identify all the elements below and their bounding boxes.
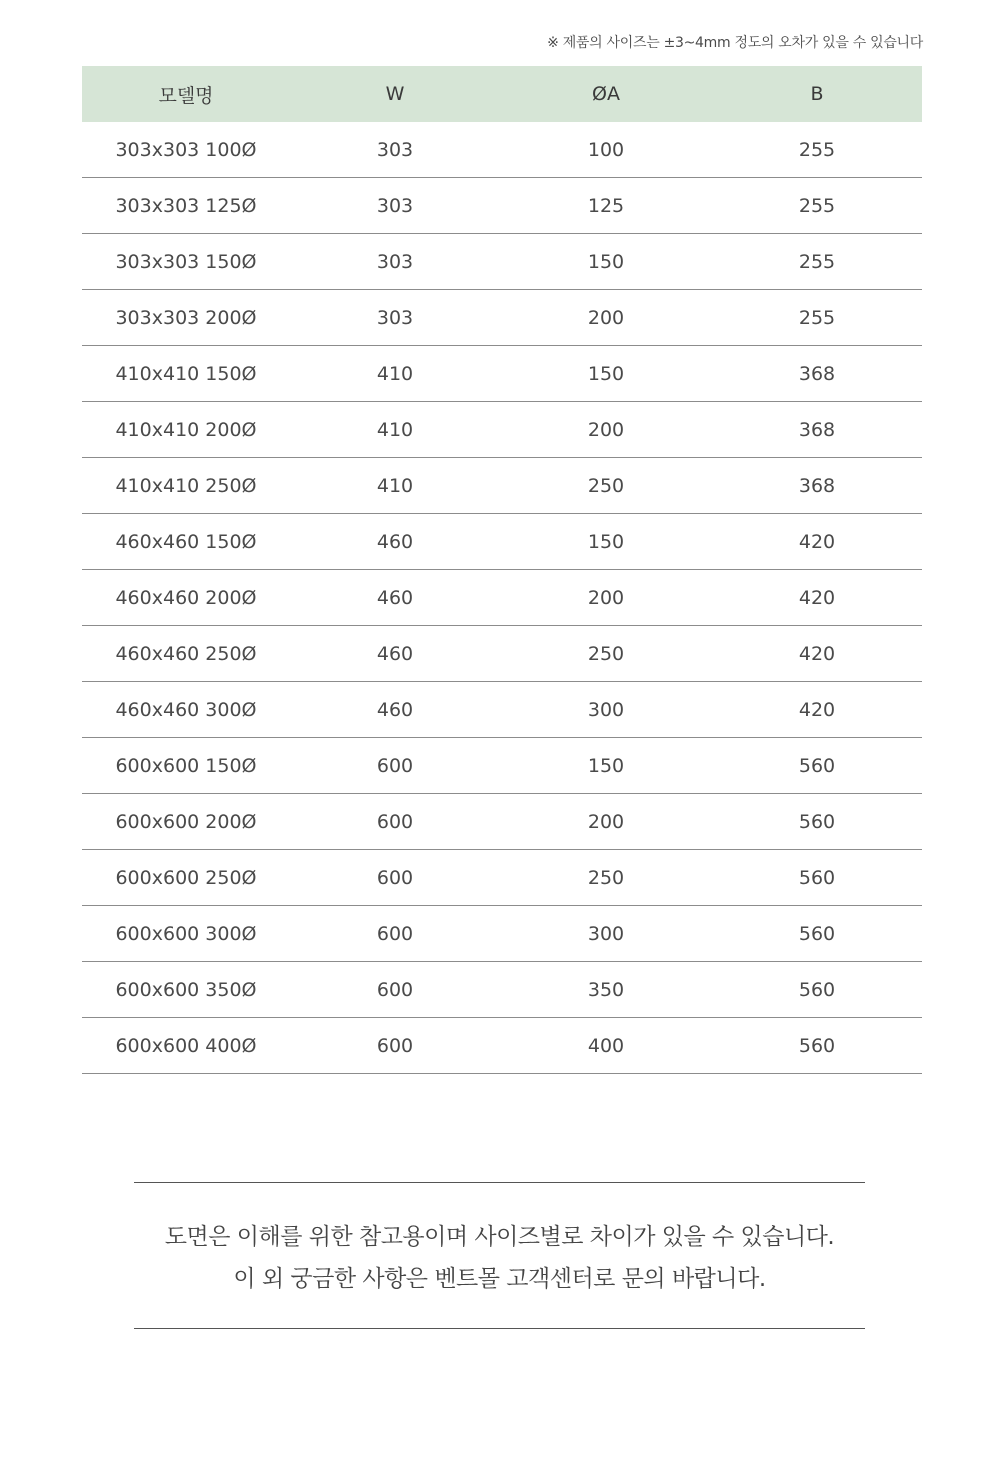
table-row	[82, 738, 922, 794]
table-row	[82, 794, 922, 850]
cell-w: 600	[290, 906, 500, 962]
spec-table-header	[82, 66, 922, 122]
cell-diameter-a: 200	[500, 570, 712, 626]
cell-diameter-a: 150	[500, 346, 712, 402]
cell-b: 420	[712, 682, 922, 738]
table-row	[82, 402, 922, 458]
cell-diameter-a: 150	[500, 738, 712, 794]
cell-diameter-a: 300	[500, 682, 712, 738]
cell-model: 460x460 250Ø	[82, 626, 290, 682]
table-row	[82, 962, 922, 1018]
cell-model: 600x600 350Ø	[82, 962, 290, 1018]
footer-note-line-1: 도면은 이해를 위한 참고용이며 사이즈별로 차이가 있을 수 있습니다.	[164, 1224, 835, 1250]
cell-model: 460x460 300Ø	[82, 682, 290, 738]
cell-model: 600x600 400Ø	[82, 1018, 290, 1074]
cell-w: 600	[290, 962, 500, 1018]
cell-b: 368	[712, 458, 922, 514]
cell-w: 410	[290, 346, 500, 402]
cell-model: 460x460 200Ø	[82, 570, 290, 626]
header-row	[82, 66, 922, 122]
table-row	[82, 570, 922, 626]
footer-note	[134, 1182, 865, 1329]
cell-w: 303	[290, 234, 500, 290]
cell-w: 600	[290, 738, 500, 794]
table-row	[82, 626, 922, 682]
cell-b: 420	[712, 514, 922, 570]
cell-model: 460x460 150Ø	[82, 514, 290, 570]
cell-model: 600x600 150Ø	[82, 738, 290, 794]
table-row	[82, 458, 922, 514]
cell-model: 410x410 200Ø	[82, 402, 290, 458]
cell-diameter-a: 150	[500, 234, 712, 290]
cell-diameter-a: 200	[500, 290, 712, 346]
cell-b: 255	[712, 234, 922, 290]
cell-b: 560	[712, 962, 922, 1018]
cell-w: 460	[290, 514, 500, 570]
cell-model: 600x600 250Ø	[82, 850, 290, 906]
cell-w: 410	[290, 402, 500, 458]
cell-model: 600x600 300Ø	[82, 906, 290, 962]
cell-model: 600x600 200Ø	[82, 794, 290, 850]
cell-diameter-a: 250	[500, 626, 712, 682]
cell-b: 420	[712, 570, 922, 626]
cell-diameter-a: 125	[500, 178, 712, 234]
table-row	[82, 234, 922, 290]
cell-model: 303x303 125Ø	[82, 178, 290, 234]
table-row	[82, 1018, 922, 1074]
cell-b: 560	[712, 1018, 922, 1074]
cell-w: 460	[290, 570, 500, 626]
cell-b: 560	[712, 906, 922, 962]
cell-diameter-a: 250	[500, 458, 712, 514]
cell-b: 560	[712, 738, 922, 794]
cell-diameter-a: 200	[500, 794, 712, 850]
cell-diameter-a: 400	[500, 1018, 712, 1074]
cell-model: 303x303 100Ø	[82, 122, 290, 178]
table-row	[82, 850, 922, 906]
cell-model: 303x303 200Ø	[82, 290, 290, 346]
spec-table-body	[82, 122, 922, 1074]
table-row	[82, 290, 922, 346]
cell-w: 600	[290, 794, 500, 850]
cell-diameter-a: 150	[500, 514, 712, 570]
cell-diameter-a: 100	[500, 122, 712, 178]
cell-w: 303	[290, 290, 500, 346]
cell-model: 410x410 150Ø	[82, 346, 290, 402]
table-row	[82, 122, 922, 178]
cell-b: 560	[712, 794, 922, 850]
cell-diameter-a: 250	[500, 850, 712, 906]
cell-diameter-a: 200	[500, 402, 712, 458]
table-row	[82, 906, 922, 962]
cell-w: 410	[290, 458, 500, 514]
cell-w: 303	[290, 178, 500, 234]
column-header-model: 모델명	[82, 66, 290, 122]
cell-w: 600	[290, 1018, 500, 1074]
cell-b: 255	[712, 178, 922, 234]
cell-model: 410x410 250Ø	[82, 458, 290, 514]
column-header-b: B	[712, 66, 922, 122]
cell-b: 420	[712, 626, 922, 682]
cell-w: 460	[290, 626, 500, 682]
cell-w: 600	[290, 850, 500, 906]
table-row	[82, 346, 922, 402]
cell-b: 255	[712, 290, 922, 346]
cell-b: 368	[712, 346, 922, 402]
cell-b: 560	[712, 850, 922, 906]
cell-diameter-a: 300	[500, 906, 712, 962]
spec-table	[82, 66, 922, 1074]
table-row	[82, 178, 922, 234]
column-header-w: W	[290, 66, 500, 122]
cell-w: 460	[290, 682, 500, 738]
cell-diameter-a: 350	[500, 962, 712, 1018]
cell-b: 255	[712, 122, 922, 178]
footer-note-line-2: 이 외 궁금한 사항은 벤트몰 고객센터로 문의 바랍니다.	[233, 1266, 766, 1292]
cell-model: 303x303 150Ø	[82, 234, 290, 290]
column-header-diameter-a: ØA	[500, 66, 712, 122]
table-row	[82, 682, 922, 738]
cell-b: 368	[712, 402, 922, 458]
cell-w: 303	[290, 122, 500, 178]
table-row	[82, 514, 922, 570]
size-tolerance-notice: ※ 제품의 사이즈는 ±3~4mm 정도의 오차가 있을 수 있습니다	[547, 35, 923, 51]
